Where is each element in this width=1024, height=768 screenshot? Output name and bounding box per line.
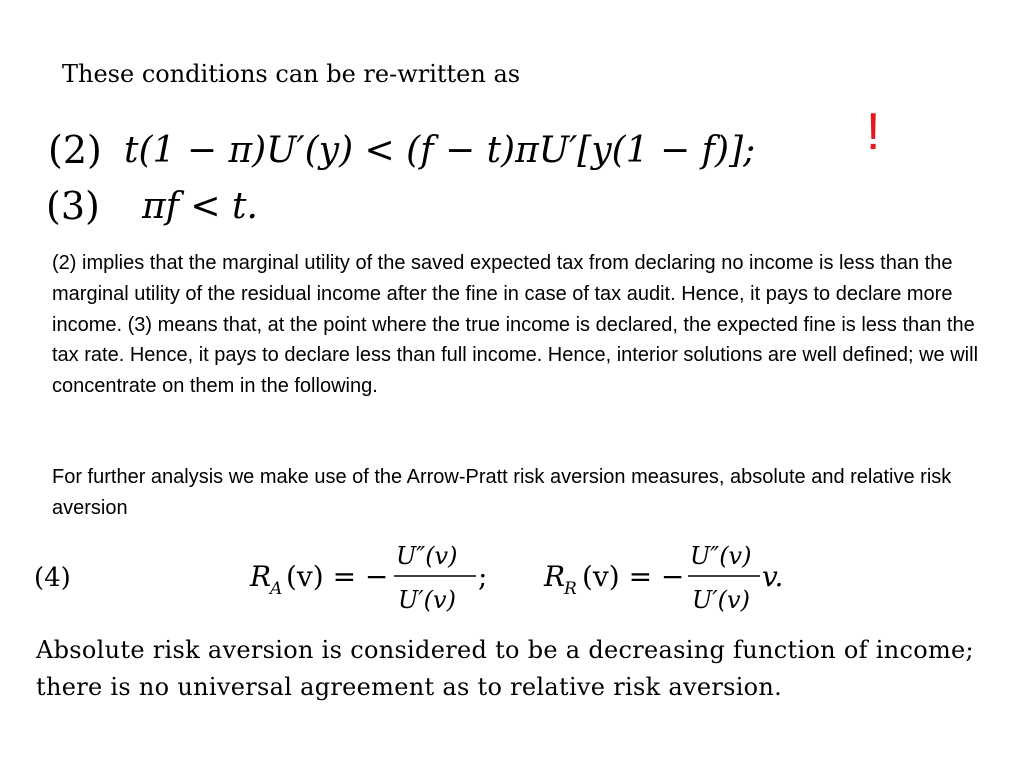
rr-denominator: U′(v) <box>692 586 750 614</box>
equation-4-number: (4) <box>34 563 71 593</box>
equation-3 <box>46 184 346 232</box>
ra-denominator: U′(v) <box>398 586 456 614</box>
equation-4 <box>0 530 1024 620</box>
conclusion-text: Absolute risk aversion is considered to be a decreasing function of income; there is no universal agreement as to relative risk aversion. <box>36 636 974 701</box>
equation-2 <box>48 128 808 176</box>
rr-argument: (v) = − <box>582 560 685 593</box>
arrow-pratt-paragraph: For further analysis we make use of the Arrow-Pratt risk aversion measures, absolute and relative risk aversion <box>52 466 952 519</box>
ra-semicolon: ; <box>478 560 488 593</box>
intro-text: These conditions can be re-written as <box>62 60 521 88</box>
equation-2-formula: t(1 − π)U′(y) < (f − t)πU′[y(1 − f)]; <box>124 130 756 171</box>
ra-numerator: U″(v) <box>396 542 458 570</box>
rr-numerator: U″(v) <box>690 542 752 570</box>
ra-symbol: R <box>250 560 272 593</box>
ra-argument: (v) = − <box>286 560 389 593</box>
explanation-paragraph: (2) implies that the marginal utility of the saved expected tax from declaring no income is less than the marginal utility of the residual income after the fine in case of tax audit. Hence, it pays to declare more income. (3) means that, at the point where the true income is declared, the expected fine is less than the tax rate. Hence, it pays to declare less than full income. Hence, interior solutions are well defined; we will concentrate on them in the following. <box>52 252 979 398</box>
rr-tail: v. <box>762 560 784 593</box>
equation-4-svg <box>0 530 1024 620</box>
rr-subscript: R <box>564 579 577 599</box>
equation-3-number: (3) <box>46 184 100 228</box>
equation-2-number: (2) <box>48 128 102 172</box>
rr-symbol: R <box>544 560 566 593</box>
equation-3-formula: πf < t. <box>142 186 258 227</box>
ra-subscript: A <box>270 579 283 599</box>
exclamation-mark: ! <box>866 103 881 161</box>
